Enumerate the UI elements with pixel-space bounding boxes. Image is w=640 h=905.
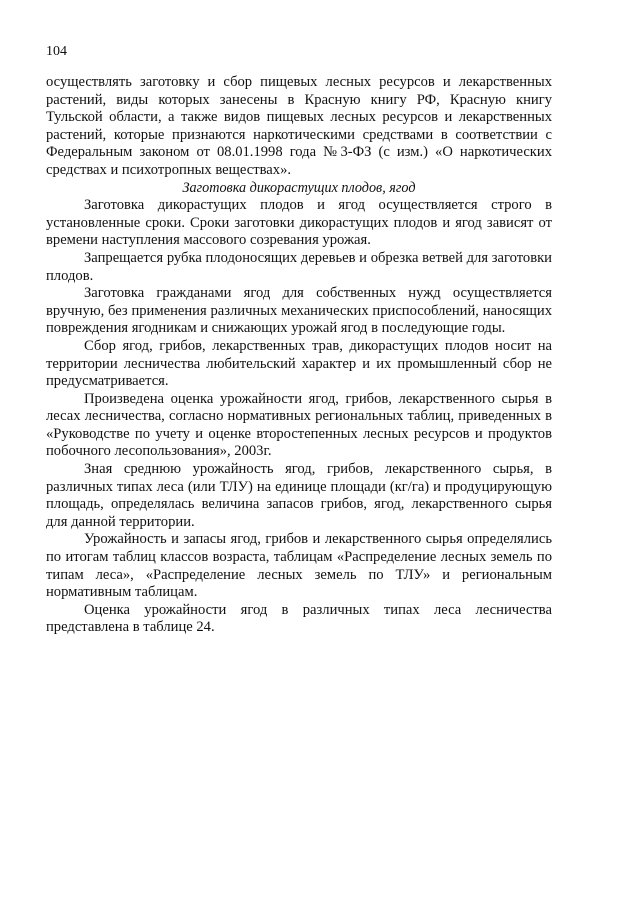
paragraph: Заготовка дикорастущих плодов и ягод осуществляется строго в установленные сроки. Сроки заготовки дикорастущих плодов и ягод зависят от времени наступления массового созревания урожая. [46,197,552,249]
paragraph: Оценка урожайности ягод в различных типах леса лесничества представлена в таблице 24. [46,601,552,636]
paragraph: Урожайность и запасы ягод, грибов и лекарственного сырья определялись по итогам таблиц классов возраста, таблицам «Распределение лесных земель по типам леса», «Распределение лесных земель по ТЛУ» и региональным нормативным таблицам. [46,531,552,601]
paragraph: Запрещается рубка плодоносящих деревьев и обрезка ветвей для заготовки плодов. [46,249,552,284]
paragraph: Сбор ягод, грибов, лекарственных трав, дикорастущих плодов носит на территории лесничества любительский характер и их промышленный сбор не предусматривается. [46,337,552,390]
section-heading: Заготовка дикорастущих плодов, ягод [182,179,416,196]
paragraph: Произведена оценка урожайности ягод, грибов, лекарственного сырья в лесах лесничества, согласно нормативных региональных таблиц, приведенных в «Руководстве по учету и оценке второстепенных лесных ресурсов и продуктов побочного лесопользования», 2003г. [46,390,552,460]
document-body [46,74,552,637]
page-number: 104 [46,44,67,59]
paragraph-intro: осуществлять заготовку и сбор пищевых лесных ресурсов и лекарственных растений, виды которых занесены в Красную книгу РФ, Красную книгу Тульской области, а также видов пищевых лесных ресурсов и лекарственных растений, которые признаются наркотическими средствами в соответствии с Федеральным законом от 08.01.1998 года №3-ФЗ (с изм.) «О наркотических средствах и психотропных веществах». [46,74,552,178]
paragraph: Заготовка гражданами ягод для собственных нужд осуществляется вручную, без применения различных механических приспособлений, наносящих повреждения ягодникам и снижающих урожай ягод в последующие годы. [46,285,552,337]
paragraph: Зная среднюю урожайность ягод, грибов, лекарственного сырья, в различных типах леса (или ТЛУ) на единице площади (кг/га) и продуцирующую площадь, определялась величина запасов грибов, ягод, лекарственного сырья для данной территории. [46,461,552,530]
